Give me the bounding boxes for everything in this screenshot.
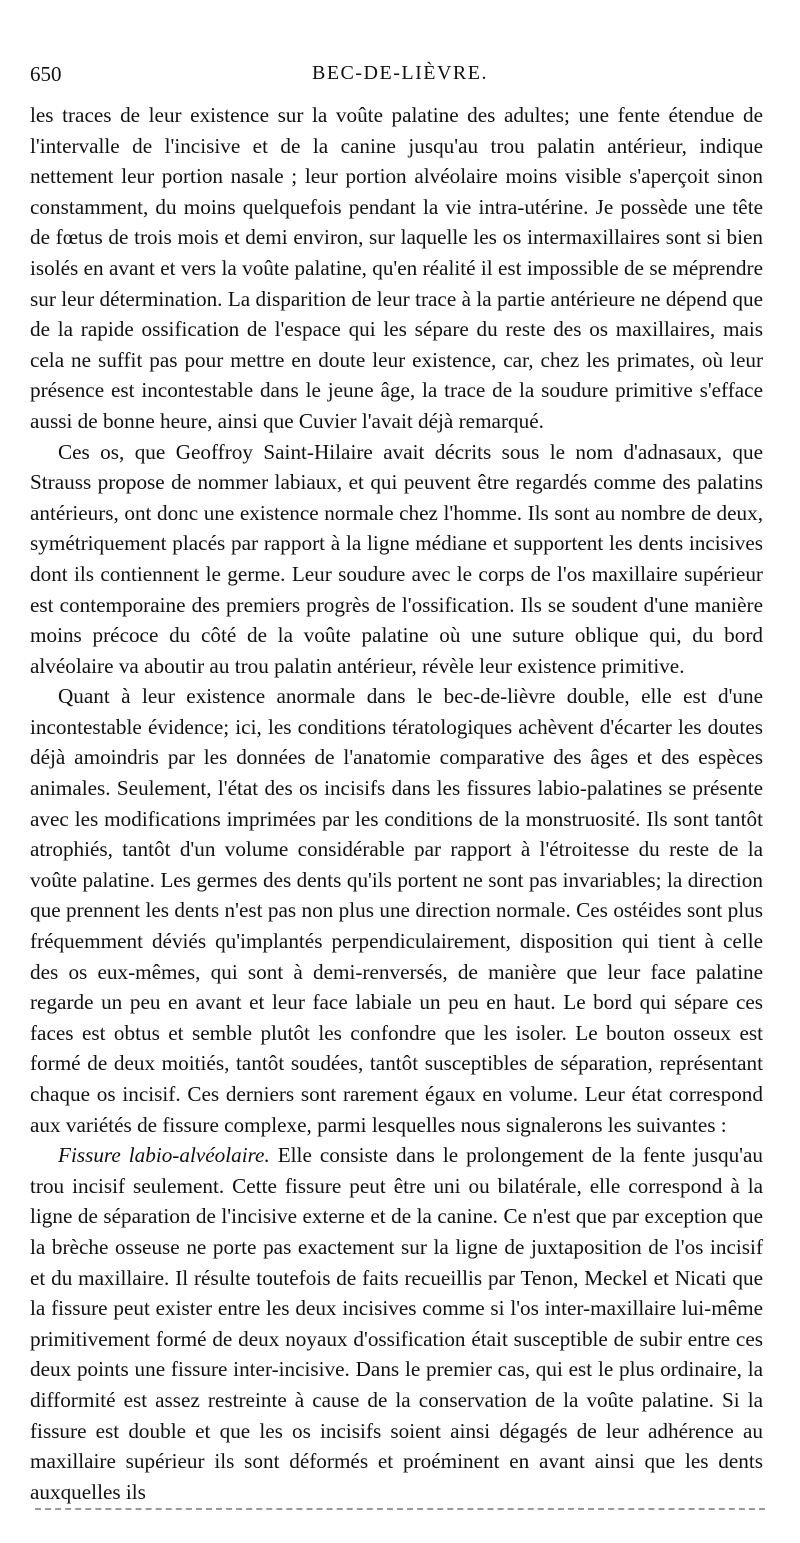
paragraph-2: Ces os, que Geoffroy Saint-Hilaire avait décrits sous le nom d'adnasaux, que Strauss propose de nommer labiaux, et qui peuvent être regardés comme des palatins antérieurs, ont donc une existence normale chez l'homme. Ils sont au nombre de deux, symétriquement placés par rapport à la ligne médiane et supportent les dents incisives dont ils contiennent le germe. Leur soudure avec le corps de l'os maxillaire supérieur est contemporaine des premiers progrès de l'ossification. Ils se soudent d'une manière moins précoce du côté de la voûte palatine où une suture oblique qui, du bord alvéolaire va aboutir au trou palatin antérieur, révèle leur existence primitive.: [30, 439, 763, 678]
footer-rule: [35, 1508, 765, 1510]
paragraph-1: les traces de leur existence sur la voûte palatine des adultes; une fente étendue de l'intervalle de l'incisive et de la canine jusqu'au trou palatin antérieur, indique nettement leur portion nasale ; leur portion alvéolaire moins visible s'aperçoit sinon constamment, du moins quelquefois pendant la vie intra-utérine. Je possède une tête de fœtus de trois mois et demi environ, sur laquelle les os intermaxillaires sont si bien isolés en avant et vers la voûte palatine, qu'en réalité il est impossible de se méprendre sur leur détermination. La disparition de leur trace à la partie antérieure ne dépend que de la rapide ossification de l'espace qui les sépare du reste des os maxillaires, mais cela ne suffit pas pour mettre en doute leur existence, car, chez les primates, où leur présence est incontestable dans le jeune âge, la trace de la soudure primitive s'efface aussi de bonne heure, ainsi que Cuvier l'avait déjà remarqué.: [30, 103, 763, 433]
page-number: 650: [30, 62, 62, 86]
body-text: [30, 100, 763, 1507]
paragraph-4: [30, 1140, 763, 1507]
running-title: BEC-DE-LIÈVRE.: [312, 62, 488, 84]
paragraph-3: Quant à leur existence anormale dans le bec-de-lièvre double, elle est d'une incontestable évidence; ici, les conditions tératologiques achèvent d'écarter les doutes déjà amoindris par les données de l'anatomie comparative des âges et des espèces animales. Seulement, l'état des os incisifs dans les fissures labio-palatines se présente avec les modifications imprimées par les conditions de la monstruosité. Ils sont tantôt atrophiés, tantôt d'un volume considérable par rapport à l'étroitesse du reste de la voûte palatine. Les germes des dents qu'ils portent ne sont pas invariables; la direction que prennent les dents n'est pas non plus une direction normale. Ces ostéides sont plus fréquemment déviés qu'implantés perpendiculairement, disposition qui tient à celle des os eux-mêmes, qui sont à demi-renversés, de manière que leur face palatine regarde un peu en avant et leur face labiale un peu en haut. Le bord qui sépare ces faces est obtus et semble plutôt les confondre que les isoler. Le bouton osseux est formé de deux moitiés, tantôt soudées, tantôt susceptibles de séparation, représentant chaque os incisif. Ces derniers sont rarement égaux en volume. Leur état correspond aux variétés de fissure complexe, parmi lesquelles nous signalerons les suivantes :: [30, 684, 763, 1137]
section-heading: Fissure labio-alvéolaire.: [58, 1143, 270, 1168]
page-header: [30, 62, 770, 92]
paragraph-4-text: Elle consiste dans le prolongement de la fente jusqu'au trou incisif seulement. Cette fissure peut être uni ou bilatérale, elle correspond à la ligne de séparation de l'incisive externe et de la canine. Ce n'est que par exception que la brèche osseuse ne porte pas exactement sur la ligne de juxtaposition de l'os incisif et du maxillaire. Il résulte toutefois de faits recueillis par Tenon, Meckel et Nicati que la fissure peut exister entre les deux incisives comme si l'os inter-maxillaire lui-même primitivement formé de deux noyaux d'ossification était susceptible de subir entre ces deux points une fissure inter-incisive. Dans le premier cas, qui est le plus ordinaire, la difformité est assez restreinte à cause de la conservation de la voûte palatine. Si la fissure est double et que les os incisifs soient ainsi dégagés de leur adhérence au maxillaire supérieur ils sont déformés et proéminent en avant ainsi que les dents auxquelles ils: [30, 1143, 764, 1504]
